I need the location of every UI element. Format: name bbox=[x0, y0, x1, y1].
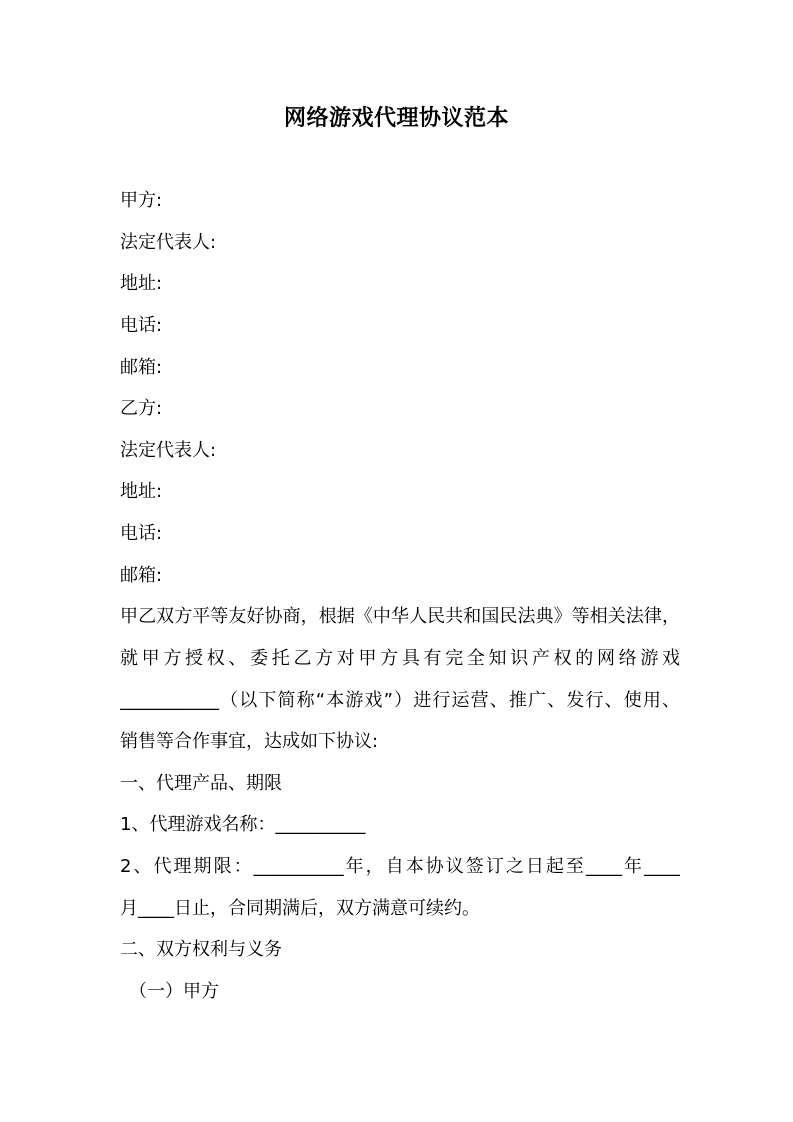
party-b-representative-label: 法定代表人: bbox=[120, 440, 217, 461]
party-a-address-label: 地址: bbox=[120, 273, 163, 294]
clause-game-name: 1、代理游戏名称：__________ bbox=[120, 814, 366, 835]
party-b-phone-label: 电话: bbox=[120, 523, 163, 544]
party-b-label: 乙方: bbox=[120, 398, 163, 419]
preamble-line-1: 甲乙双方平等友好协商，根据《中华人民共和国民法典》等相关法律， bbox=[120, 606, 680, 627]
preamble-line-2: 就甲方授权、委托乙方对甲方具有完全知识产权的网络游戏 bbox=[120, 648, 680, 669]
party-b-address-label: 地址: bbox=[120, 481, 163, 502]
clause-term-line-1: 2、代理期限：__________年，自本协议签订之日起至____年____ bbox=[120, 856, 680, 877]
subsection-party-a: （一）甲方 bbox=[129, 981, 219, 1002]
party-a-label: 甲方: bbox=[120, 190, 163, 211]
party-a-phone-label: 电话: bbox=[120, 315, 163, 336]
party-a-email-label: 邮箱: bbox=[120, 357, 163, 378]
party-a-representative-label: 法定代表人: bbox=[120, 232, 217, 253]
preamble-line-4: 销售等合作事宜，达成如下协议: bbox=[120, 731, 379, 752]
party-b-email-label: 邮箱: bbox=[120, 565, 163, 586]
section-heading-1: 一、代理产品、期限 bbox=[120, 773, 282, 794]
document-title: 网络游戏代理协议范本 bbox=[283, 106, 509, 131]
section-heading-2: 二、双方权利与义务 bbox=[120, 939, 282, 960]
preamble-line-3: ___________（以下简称“本游戏”）进行运营、推广、发行、使用、 bbox=[120, 690, 680, 711]
clause-term-line-2: 月____日止，合同期满后，双方满意可续约。 bbox=[120, 898, 480, 919]
